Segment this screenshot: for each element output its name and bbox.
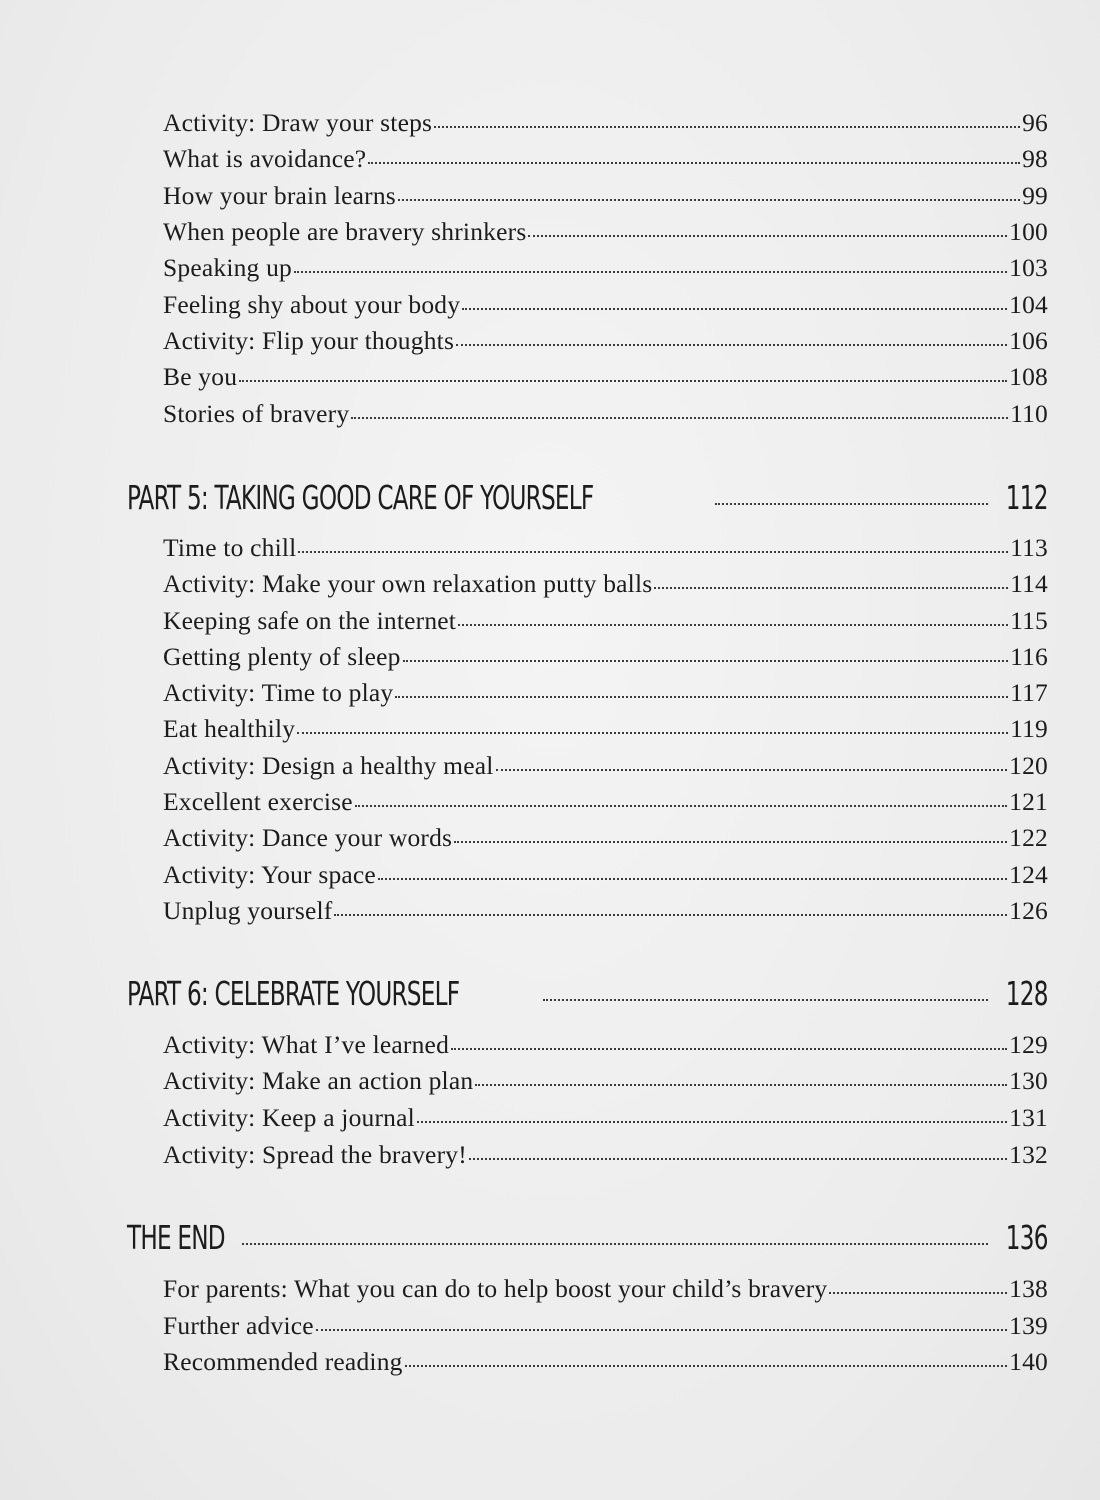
toc-entry-label: Recommended reading (163, 1347, 403, 1376)
toc-entry[interactable] (163, 108, 1048, 140)
dot-leader (543, 999, 988, 1001)
dot-leader (395, 696, 1008, 698)
toc-entry-page-number: 103 (1009, 253, 1048, 282)
toc-part-heading[interactable] (127, 1218, 1048, 1266)
toc-entry-label: Eat healthily (163, 714, 296, 743)
toc-entry-page-number: 100 (1009, 217, 1048, 246)
toc-entry-page-number: 139 (1009, 1311, 1048, 1340)
toc-part-heading[interactable] (127, 974, 1048, 1022)
toc-entry-label: Be you (163, 362, 238, 391)
dot-leader (715, 503, 988, 505)
toc-entry-page-number: 120 (1009, 751, 1048, 780)
toc-entry[interactable] (163, 533, 1048, 565)
dot-leader (334, 914, 1007, 916)
toc-entry[interactable] (163, 569, 1048, 601)
toc-entry[interactable] (163, 787, 1048, 819)
toc-entry-label: Further advice (163, 1311, 314, 1340)
toc-entry-label: Activity: Make your own relaxation putty balls (163, 569, 653, 598)
dot-leader (242, 1243, 988, 1245)
toc-entry[interactable] (163, 1103, 1048, 1135)
toc-entry[interactable] (163, 642, 1048, 674)
dot-leader (351, 417, 1008, 419)
dot-leader (829, 1292, 1007, 1294)
toc-entry-page-number: 110 (1010, 399, 1048, 428)
dot-leader (355, 805, 1007, 807)
toc-entry-label: Activity: Keep a journal (163, 1103, 415, 1132)
dot-leader (368, 162, 1020, 164)
toc-entry-page-number: 122 (1009, 823, 1048, 852)
toc-entry[interactable] (163, 751, 1048, 783)
dot-leader (458, 624, 1008, 626)
toc-entry[interactable] (163, 362, 1048, 394)
toc-entry-page-number: 140 (1009, 1347, 1048, 1376)
dot-leader (496, 769, 1008, 771)
toc-entry-page-number: 106 (1009, 326, 1048, 355)
toc-entry-label: Excellent exercise (163, 787, 353, 816)
toc-entry[interactable] (163, 606, 1048, 638)
toc-entry-label: Activity: Make an action plan (163, 1066, 474, 1095)
toc-entry-page-number: 96 (1022, 108, 1048, 137)
toc-part-heading[interactable] (127, 478, 1048, 526)
toc-part-heading-label: PART 6: CELEBRATE YOURSELF (127, 974, 460, 1013)
toc-entry-page-number: 131 (1009, 1103, 1048, 1132)
toc-entry-label: Activity: Design a healthy meal (163, 751, 494, 780)
toc-entry-label: Activity: Spread the bravery! (163, 1140, 467, 1169)
toc-part-heading-label: PART 5: TAKING GOOD CARE OF YOURSELF (127, 478, 594, 517)
toc-entry[interactable] (163, 896, 1048, 928)
toc-entry[interactable] (163, 678, 1048, 710)
dot-leader (378, 878, 1007, 880)
dot-leader (403, 660, 1009, 662)
dot-leader (298, 551, 1008, 553)
toc-entry-label: What is avoidance? (163, 144, 367, 173)
toc-entry-page-number: 117 (1010, 678, 1048, 707)
toc-entry-page-number: 126 (1009, 896, 1048, 925)
toc-entry-page-number: 129 (1009, 1030, 1048, 1059)
toc-entry-page-number: 138 (1009, 1274, 1048, 1303)
toc-entry[interactable] (163, 1030, 1048, 1062)
toc-entry-label: Keeping safe on the internet (163, 606, 457, 635)
toc-entry-label: Feeling shy about your body (163, 290, 461, 319)
dot-leader (398, 199, 1020, 201)
toc-entry-page-number: 121 (1009, 787, 1048, 816)
toc-entry[interactable] (163, 1140, 1048, 1172)
dot-leader (462, 308, 1007, 310)
dot-leader (454, 841, 1007, 843)
toc-part-heading-label: THE END (127, 1218, 225, 1257)
toc-entry[interactable] (163, 860, 1048, 892)
toc-entry[interactable] (163, 290, 1048, 322)
toc-entry-label: Activity: Draw your steps (163, 108, 433, 137)
toc-entry[interactable] (163, 1311, 1048, 1343)
toc-entry-label: Speaking up (163, 253, 292, 282)
toc-entry[interactable] (163, 1347, 1048, 1379)
toc-entry[interactable] (163, 823, 1048, 855)
toc-entry[interactable] (163, 253, 1048, 285)
toc-entry[interactable] (163, 326, 1048, 358)
toc-part-heading-page-number: 112 (1006, 478, 1048, 517)
toc-entry-page-number: 98 (1022, 144, 1048, 173)
toc-part-heading-page-number: 136 (1006, 1218, 1048, 1257)
toc-entry-page-number: 124 (1009, 860, 1048, 889)
toc-entry[interactable] (163, 1066, 1048, 1098)
dot-leader (434, 126, 1020, 128)
toc-entry-page-number: 132 (1009, 1140, 1048, 1169)
toc-entry-label: Activity: Flip your thoughts (163, 326, 455, 355)
toc-entry-page-number: 114 (1010, 569, 1048, 598)
toc-entry-label: Getting plenty of sleep (163, 642, 401, 671)
toc-entry[interactable] (163, 181, 1048, 213)
toc-entry-label: Activity: Dance your words (163, 823, 453, 852)
dot-leader (451, 1048, 1007, 1050)
toc-entry-label: Activity: What I’ve learned (163, 1030, 450, 1059)
toc-entry-page-number: 113 (1010, 533, 1048, 562)
dot-leader (475, 1084, 1007, 1086)
dot-leader (469, 1158, 1007, 1160)
toc-entry[interactable] (163, 144, 1048, 176)
toc-entry-page-number: 115 (1010, 606, 1048, 635)
toc-entry-page-number: 119 (1010, 714, 1048, 743)
dot-leader (239, 380, 1007, 382)
dot-leader (405, 1365, 1008, 1367)
dot-leader (456, 344, 1007, 346)
toc-entry-label: Activity: Time to play (163, 678, 394, 707)
toc-entry-page-number: 108 (1009, 362, 1048, 391)
toc-entry[interactable] (163, 217, 1048, 249)
toc-entry-label: Activity: Your space (163, 860, 376, 889)
dot-leader (316, 1329, 1007, 1331)
dot-leader (417, 1121, 1007, 1123)
toc-entry-label: Stories of bravery (163, 399, 350, 428)
toc-entry-label: When people are bravery shrinkers (163, 217, 527, 246)
toc-entry-page-number: 130 (1009, 1066, 1048, 1095)
toc-entry[interactable] (163, 1274, 1048, 1306)
dot-leader (294, 271, 1007, 273)
toc-entry-label: How your brain learns (163, 181, 396, 210)
toc-entry-page-number: 104 (1009, 290, 1048, 319)
toc-part-heading-page-number: 128 (1006, 974, 1048, 1013)
toc-entry[interactable] (163, 714, 1048, 746)
toc-entry-page-number: 99 (1022, 181, 1048, 210)
toc-entry-label: For parents: What you can do to help boost your child’s bravery (163, 1274, 828, 1303)
toc-entry[interactable] (163, 399, 1048, 431)
dot-leader (654, 587, 1008, 589)
toc-entry-label: Time to chill (163, 533, 297, 562)
dot-leader (297, 732, 1008, 734)
toc-entry-page-number: 116 (1010, 642, 1048, 671)
dot-leader (528, 235, 1007, 237)
toc-entry-label: Unplug yourself (163, 896, 333, 925)
